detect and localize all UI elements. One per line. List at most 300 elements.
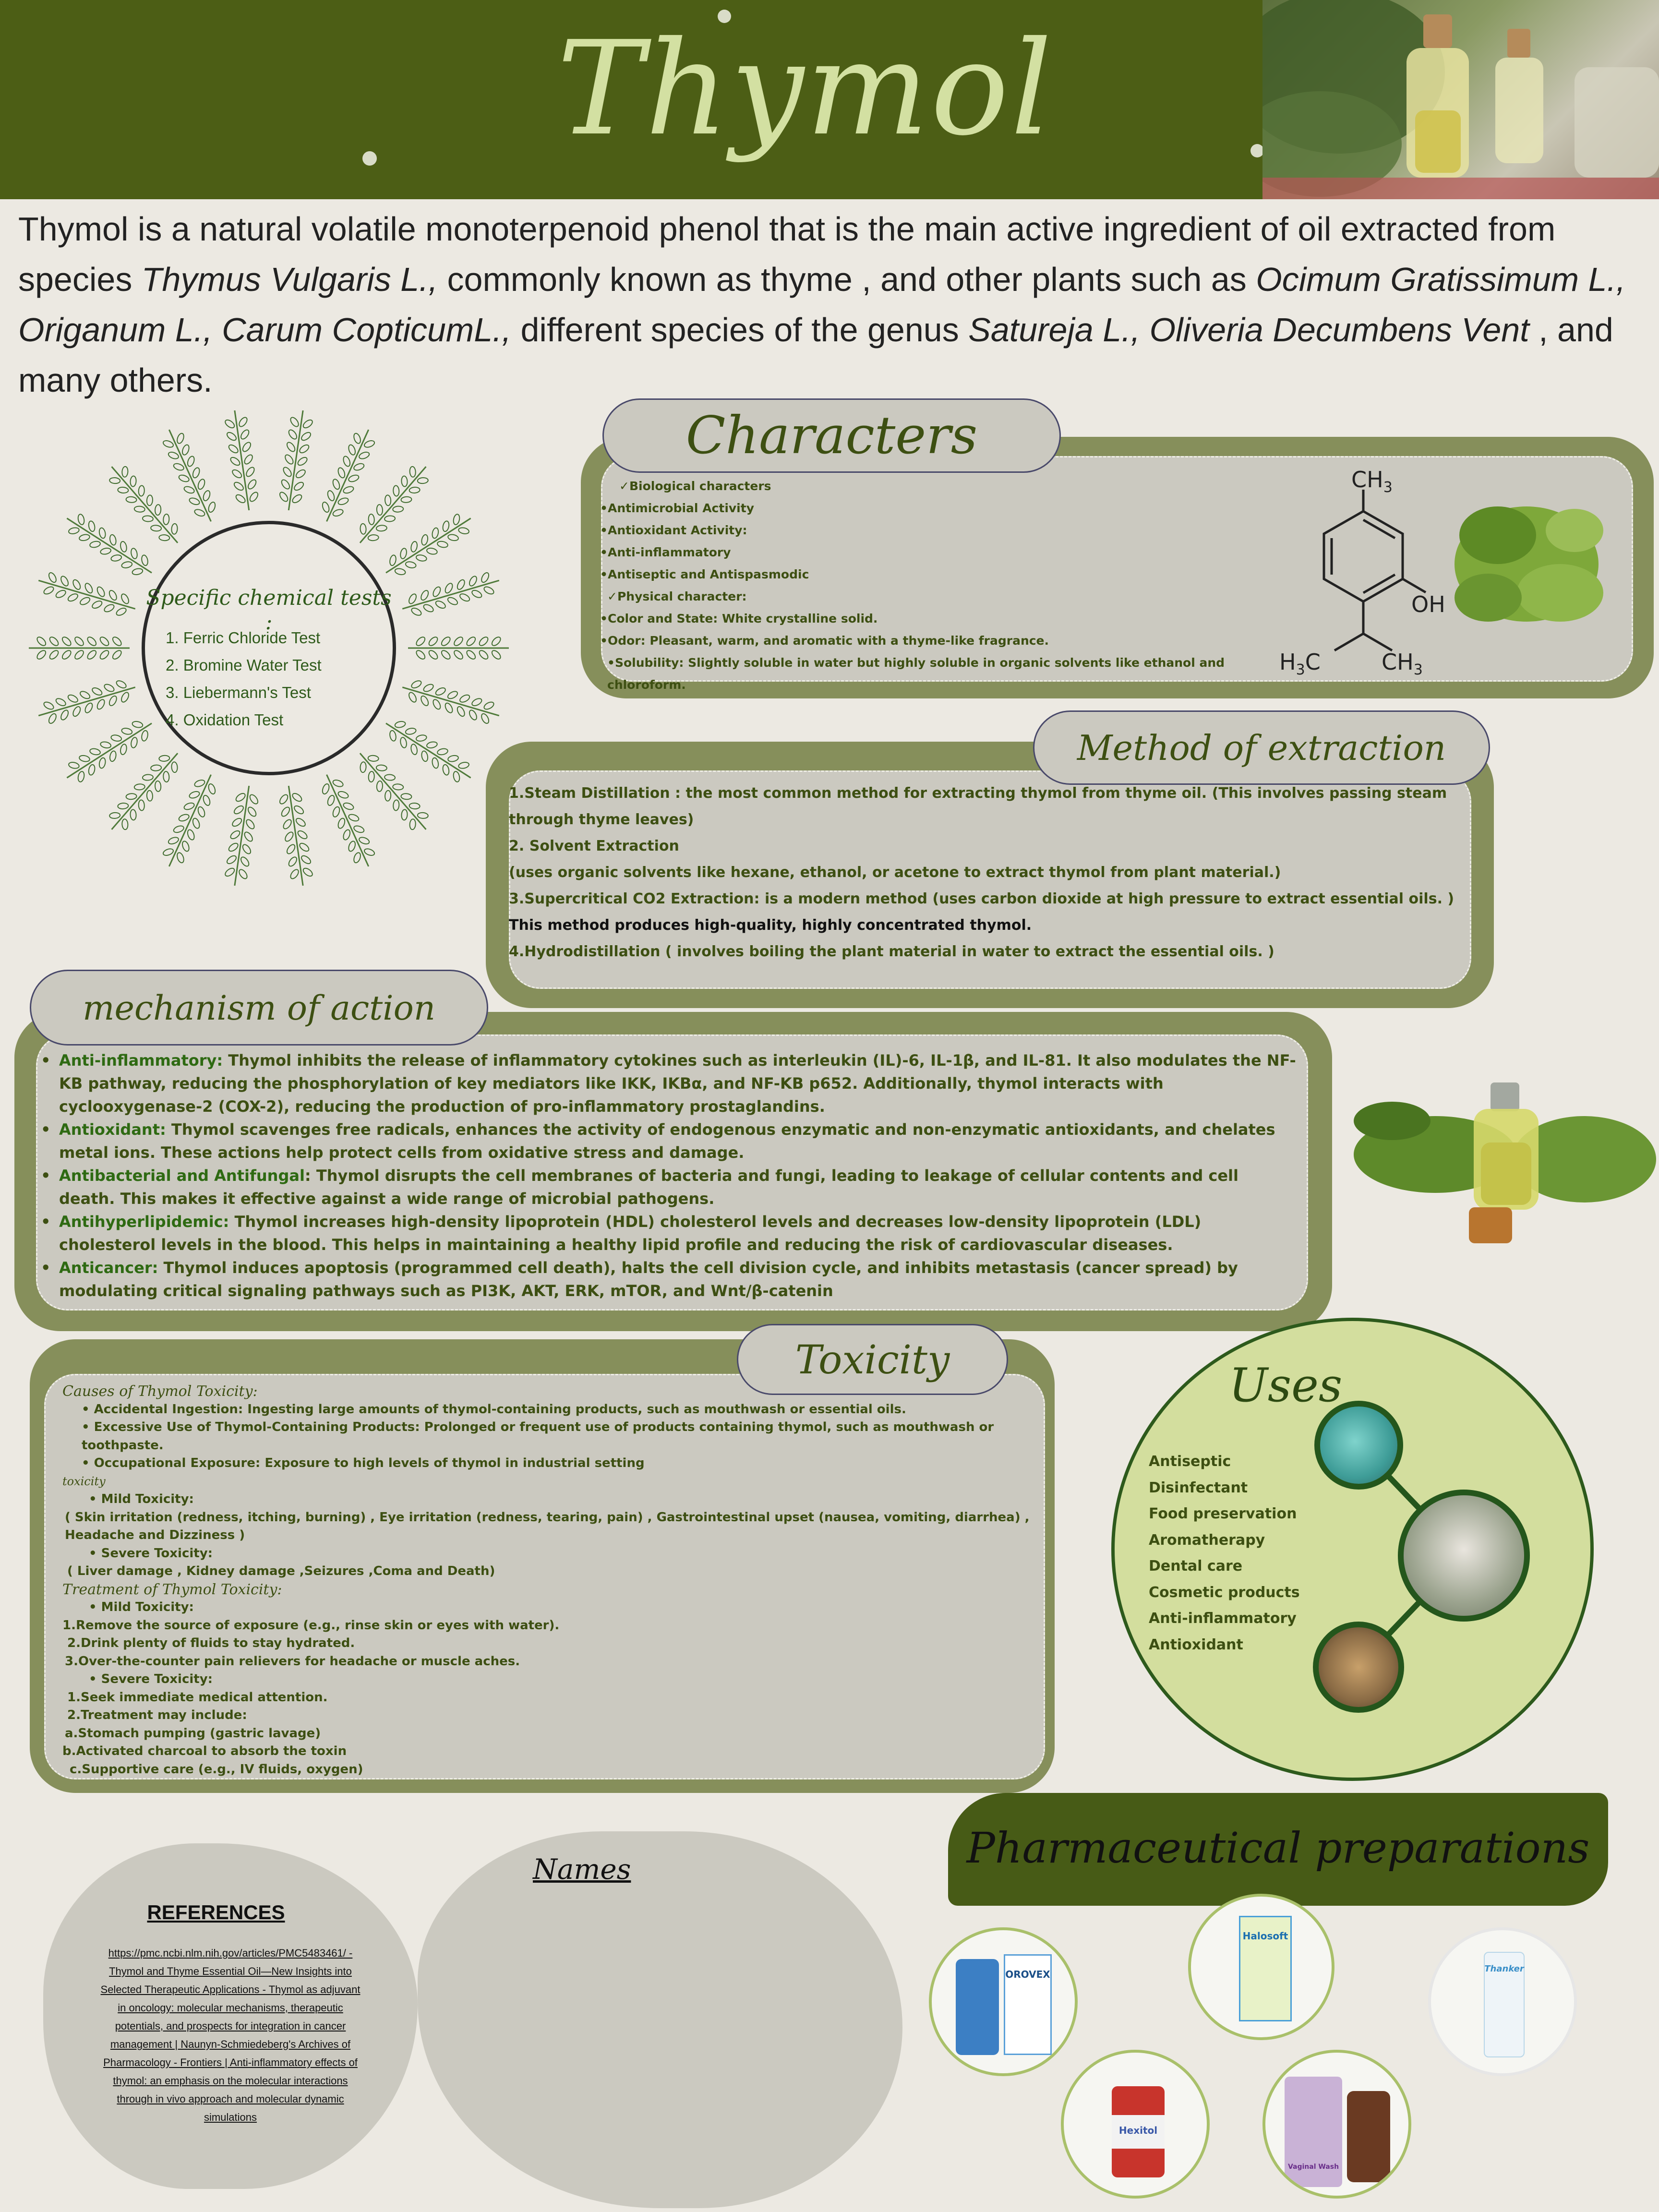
wreath-leaf: [168, 836, 180, 845]
characters-heading: Characters: [602, 398, 1061, 473]
list-item: • Occupational Exposure: Exposure to high levels of thymol in industrial setting: [82, 1456, 645, 1470]
wreath-leaf: [98, 757, 106, 769]
wreath-leaf: [332, 508, 344, 517]
wreath-leaf: [302, 419, 314, 430]
wreath-stem: [402, 687, 499, 716]
wreath-leaf: [385, 516, 396, 522]
wreath-leaf: [120, 541, 127, 553]
wreath-leaf: [289, 416, 300, 428]
wreath-leaf: [437, 541, 448, 548]
wreath-leaf: [342, 456, 351, 468]
wreath-leaf: [363, 439, 375, 448]
wreath-leaf: [162, 848, 174, 857]
wreath-leaf: [197, 478, 206, 490]
wreath-leaf: [399, 737, 407, 748]
wreath-leaf: [421, 534, 429, 546]
wreath-leaf: [192, 467, 201, 479]
wreath-leaf: [79, 690, 91, 700]
wreath-leaf: [440, 649, 452, 661]
wreath-leaf: [286, 441, 297, 453]
wreath-leaf: [96, 698, 106, 710]
toxicity-detail: ( Skin irritation (redness, itching, burning) , Eye irritation (redness, tearing, pain) , Gastrointestinal upset (nausea, vomiting, diarrhea) , Headache and Dizziness ): [65, 1510, 1030, 1542]
wreath-leaf: [192, 817, 201, 830]
wreath-leaf: [67, 694, 79, 704]
wreath-leaf: [332, 478, 341, 490]
wreath-leaf: [235, 493, 247, 505]
wreath-leaf: [159, 534, 170, 541]
extraction-text: [509, 780, 1464, 965]
wreath-leaf: [405, 727, 417, 735]
wreath-leaf: [122, 466, 129, 477]
wreath-leaf: [326, 490, 336, 502]
list-item: 3.Over-the-counter pain relievers for headache or muscle aches.: [65, 1654, 520, 1669]
wreath-stem: [38, 580, 135, 609]
wreath-leaf: [126, 496, 137, 503]
wreath-leaf: [143, 516, 154, 522]
wreath-stem: [67, 723, 152, 778]
wreath-leaf: [109, 812, 120, 819]
chemical-tests-heading: Specific chemical tests :: [146, 586, 392, 635]
list-item: 2.Drink plenty of fluids to stay hydrated.: [67, 1636, 355, 1650]
wreath-leaf: [368, 534, 379, 541]
wreath-leaf: [297, 456, 309, 467]
wreath-leaf: [146, 495, 153, 506]
wreath-leaf: [186, 829, 195, 841]
wreath-leaf: [67, 592, 79, 602]
list-item: 1.Remove the source of exposure (e.g., rinse skin or eyes with water).: [62, 1618, 560, 1633]
wreath-leaf: [420, 589, 430, 601]
wreath-leaf: [447, 534, 459, 541]
wreath-stem: [169, 430, 211, 521]
wreath-leaf: [453, 636, 464, 647]
list-item: Cosmetic products: [1149, 1584, 1300, 1601]
wreath-leaf: [181, 444, 190, 456]
wreath-leaf: [240, 429, 251, 441]
wreath-leaf: [434, 600, 446, 610]
names-heading: Names: [533, 1853, 631, 1886]
extraction-step: 3.Supercritical CO2 Extraction: is a modern method (uses carbon dioxide at high pressure to extract essential oils. ) This method produces high-quality, highly concentrated thymol.: [509, 890, 1455, 934]
list-item: •Solubility: Slightly soluble in water but highly soluble in organic solvents like ethanol and chloroform.: [607, 656, 1225, 692]
wreath-leaf: [483, 585, 495, 595]
uses-heading: Uses: [1229, 1358, 1343, 1412]
wreath-leaf: [416, 554, 427, 562]
wreath-leaf: [132, 721, 143, 728]
wreath-leaf: [468, 709, 478, 721]
wreath-leaf: [73, 636, 85, 647]
wreath-leaf: [293, 805, 305, 816]
wreath-leaf: [343, 802, 355, 811]
list-item: Antiseptic: [1149, 1453, 1231, 1470]
wreath-leaf: [376, 525, 387, 532]
wreath-leaf: [343, 485, 355, 494]
wreath-leaf: [280, 806, 291, 818]
wreath-leaf: [48, 636, 60, 647]
wreath-leaf: [321, 783, 330, 795]
wreath-leaf: [36, 649, 47, 661]
wreath-leaf: [61, 649, 72, 661]
wreath-leaf: [98, 636, 110, 647]
wreath-leaf: [48, 712, 58, 724]
wreath-leaf: [245, 466, 256, 478]
wreath-leaf: [224, 867, 236, 878]
wreath-leaf: [360, 762, 367, 773]
list-item: • Antihyperlipidemic: Thymol increases high-density lipoprotein (HDL) cholesterol levels and decreases low-density lipoprotein (LDL) cholesterol levels in the blood. This helps in maintaining a healthy lipid profile and reducing the risk of cardiovascular diseases.: [41, 1210, 1298, 1256]
wreath-leaf: [337, 790, 349, 799]
wreath-leaf: [79, 534, 90, 541]
wreath-leaf: [434, 686, 446, 697]
wreath-leaf: [353, 462, 365, 471]
wreath-leaf: [399, 548, 407, 559]
wreath-leaf: [278, 491, 289, 503]
wreath-leaf: [120, 691, 130, 703]
wreath-leaf: [293, 481, 305, 492]
wreath-leaf: [337, 497, 349, 506]
list-item: • Mild Toxicity:: [89, 1600, 194, 1614]
wreath-leaf: [130, 809, 137, 820]
wreath-leaf: [120, 744, 127, 755]
wreath-leaf: [163, 771, 170, 782]
wreath-leaf: [284, 454, 295, 466]
wreath-leaf: [109, 750, 117, 762]
extraction-step: 1.Steam Distillation : the most common method for extracting thymol from thyme oil. (This involves passing steam through thyme leaves): [509, 785, 1447, 828]
wreath-leaf: [421, 750, 429, 762]
wreath-leaf: [478, 636, 489, 647]
wreath-leaf: [385, 790, 391, 801]
references-links[interactable]: https://pmc.ncbi.nlm.nih.gov/articles/PMC5483461/ - Thymol and Thyme Essential Oil—New Insights into Selected Therapeutic Applications - Thymol as adjuvant in oncology: molecular mechanisms, therapeutic potentials, and prospects for integration in cancer management | Naunyn-Schmiedeberg's Archives of Pharmacology - Frontiers | Anti-inflammatory effects of thymol: an emphasis on the molecular interactions through in vivo approach and molecular dynamic simulations: [100, 1947, 361, 2123]
wreath-leaf: [231, 469, 243, 480]
wreath-leaf: [202, 794, 211, 806]
wreath-leaf: [238, 868, 249, 880]
wreath-leaf: [432, 586, 442, 598]
wreath-leaf: [88, 764, 96, 776]
wreath-leaf: [79, 755, 90, 762]
wreath-leaf: [291, 493, 303, 505]
list-item: Disinfectant: [1149, 1479, 1248, 1496]
wreath-leaf: [60, 575, 70, 587]
wreath-leaf: [171, 762, 178, 773]
wreath-leaf: [332, 806, 341, 818]
mechanism-heading: mechanism of action: [30, 970, 488, 1046]
wreath-leaf: [243, 831, 254, 843]
wreath-leaf: [98, 527, 106, 539]
list-item: • Antioxidant: Thymol scavenges free radicals, enhances the activity of endogenous enzymatic and non-enzymatic antioxidants, and chelates metal ions. These actions help protect cells from oxidative stress and damage.: [41, 1118, 1298, 1164]
wreath-leaf: [86, 649, 97, 661]
wreath-leaf: [120, 593, 130, 605]
wreath-stem: [67, 518, 152, 573]
list-item: 1.Seek immediate medical attention.: [67, 1690, 328, 1705]
svg-text:H3C: $H_3C$: [1279, 649, 1321, 678]
list-item: a.Stomach pumping (gastric lavage): [65, 1726, 321, 1741]
wreath-leaf: [459, 694, 471, 704]
wreath-leaf: [416, 734, 427, 742]
list-item: Dental care: [1149, 1558, 1243, 1575]
list-item: •Color and State: White crystalline solid.: [600, 612, 878, 625]
wreath-leaf: [103, 683, 115, 693]
wreath-leaf: [417, 477, 428, 484]
wreath-leaf: [444, 702, 454, 714]
wreath-leaf: [141, 730, 148, 742]
wreath-leaf: [417, 812, 428, 819]
extraction-step: 2. Solvent Extraction: [509, 838, 679, 854]
list-item: • Accidental Ingestion: Ingesting large amounts of thymol-containing products, such as mouthwash or essential oils.: [82, 1402, 906, 1417]
wreath-leaf: [427, 636, 439, 647]
wreath-leaf: [115, 679, 127, 689]
wreath-leaf: [393, 784, 404, 791]
wreath-leaf: [130, 476, 137, 487]
wreath-leaf: [233, 481, 245, 492]
wreath-leaf: [88, 520, 96, 532]
wreath-leaf: [410, 744, 418, 755]
list-item: ✓Physical character:: [607, 589, 747, 603]
references-heading: REFERENCES: [147, 1901, 285, 1923]
list-item: • Mild Toxicity:: [89, 1492, 194, 1506]
wreath-leaf: [181, 840, 190, 852]
wreath-leaf: [126, 793, 137, 800]
wreath-leaf: [456, 578, 466, 590]
wreath-leaf: [282, 466, 293, 478]
wreath-leaf: [103, 603, 115, 613]
list-item: 3. Liebermann's Test: [166, 684, 311, 701]
wreath-leaf: [89, 748, 101, 756]
treatment-heading: Treatment of Thymol Toxicity:: [62, 1581, 282, 1598]
wreath-stem: [112, 467, 178, 543]
wreath-leaf: [197, 806, 206, 818]
wreath-leaf: [207, 783, 216, 795]
wreath-leaf: [141, 554, 148, 566]
wreath-stem: [112, 753, 178, 830]
wreath-leaf: [348, 840, 357, 852]
wreath-leaf: [151, 525, 162, 532]
wreath-stem: [386, 518, 471, 573]
wreath-leaf: [453, 514, 460, 525]
wreath-leaf: [432, 757, 439, 769]
wreath-leaf: [72, 578, 82, 590]
pharma-heading: Pharmaceutical preparations: [966, 1823, 1590, 1873]
wreath-leaf: [110, 554, 122, 562]
wreath-leaf: [241, 441, 252, 453]
wreath-leaf: [91, 686, 103, 697]
list-item: • Excessive Use of Thymol-Containing Products: Prolonged or frequent use of products containing thymol, such as mouthwash or toothpaste.: [82, 1420, 994, 1453]
wreath-leaf: [138, 485, 145, 496]
wreath-leaf: [409, 819, 416, 830]
product-orovex: OROVEX: [929, 1927, 1078, 2076]
wreath-leaf: [368, 771, 375, 782]
wreath-leaf: [420, 695, 430, 707]
wreath-leaf: [286, 843, 297, 855]
wreath-leaf: [143, 774, 154, 781]
wreath-leaf: [121, 727, 132, 735]
wreath-leaf: [115, 607, 127, 617]
wreath-leaf: [415, 649, 426, 661]
wreath-leaf: [146, 790, 153, 801]
wreath-leaf: [353, 852, 362, 864]
wreath-leaf: [178, 474, 190, 483]
wreath-leaf: [176, 852, 185, 864]
list-item: • Anti-inflammatory: Thymol inhibits the release of inflammatory cytokines such as interleukin (IL)-6, IL-1β, and IL-81. It also modulates the NF-KB pathway, reducing the phosphorylation of key mediators like IKK, IKBα, and NF-KB p652. Additionally, thymol interacts with cyclooxygenase-2 (COX-2), reducing the production of pro-inflammatory prostaglandins.: [41, 1049, 1298, 1118]
wreath-leaf: [241, 843, 252, 855]
wreath-leaf: [480, 572, 490, 584]
wreath-leaf: [453, 649, 464, 661]
wreath-leaf: [491, 649, 502, 661]
wreath-stem: [360, 753, 426, 830]
wreath-leaf: [183, 802, 195, 811]
wreath-leaf: [459, 592, 471, 602]
wreath-leaf: [111, 636, 123, 647]
wreath-leaf: [98, 649, 110, 661]
wreath-leaf: [321, 501, 330, 513]
wreath-leaf: [173, 825, 185, 834]
intro-paragraph: Thymol is a natural volatile monoterpenoid phenol that is the main active ingredient of oil extracted from species Thymus Vulgaris L., commonly known as thyme , and other plants such as Ocimum Gratissimum L., Origanum L., Carum CopticumL., different species of the genus Satureja L., Oliveria Decumbens Vent , and many others.: [18, 210, 1626, 399]
wreath-leaf: [186, 456, 195, 468]
wreath-leaf: [408, 593, 418, 605]
wreath-leaf: [178, 813, 190, 822]
wreath-leaf: [68, 761, 80, 769]
wreath-leaf: [48, 572, 58, 584]
wreath-leaf: [132, 568, 143, 576]
wreath-leaf: [368, 755, 379, 762]
list-item: •Anti-inflammatory: [600, 545, 731, 559]
wreath-leaf: [408, 691, 418, 703]
toxicity-text: [62, 1382, 1032, 1779]
wreath-leaf: [109, 477, 120, 484]
wreath-leaf: [393, 800, 400, 811]
list-item: 2. Bromine Water Test: [166, 656, 322, 674]
list-item: Aromatherapy: [1149, 1531, 1265, 1549]
wreath-stem: [386, 723, 471, 778]
wreath-leaf: [108, 695, 118, 707]
chemical-tests-list: [166, 624, 391, 733]
wreath-leaf: [409, 803, 420, 809]
wreath-leaf: [110, 734, 122, 742]
wreath-leaf: [427, 649, 439, 661]
wreath-leaf: [395, 568, 406, 576]
wreath-leaf: [376, 505, 383, 516]
wreath-leaf: [48, 649, 60, 661]
wreath-leaf: [248, 491, 259, 503]
wreath-leaf: [432, 527, 439, 539]
wreath-leaf: [385, 774, 396, 781]
wreath-leaf: [291, 792, 303, 803]
wreath-leaf: [55, 697, 67, 707]
list-item: •Antimicrobial Activity: [600, 501, 754, 515]
wreath-leaf: [240, 856, 251, 868]
wreath-leaf: [229, 830, 241, 841]
wreath-leaf: [401, 476, 408, 487]
wreath-leaf: [96, 586, 106, 598]
wreath-leaf: [447, 755, 459, 762]
characters-list: [600, 475, 1272, 696]
wreath-leaf: [353, 825, 365, 834]
list-item: •Antiseptic and Antispasmodic: [600, 567, 809, 581]
product-hexitol: Hexitol: [1061, 2050, 1210, 2199]
wreath-leaf: [453, 771, 460, 782]
wreath-leaf: [483, 701, 495, 711]
wreath-leaf: [491, 636, 502, 647]
wreath-leaf: [84, 582, 94, 594]
list-item: • Severe Toxicity:: [89, 1672, 213, 1686]
names-blob: [418, 1831, 902, 2208]
wreath-leaf: [89, 541, 101, 548]
wreath-leaf: [401, 496, 412, 503]
wreath-leaf: [138, 800, 145, 811]
wreath-leaf: [72, 706, 82, 718]
wreath-leaf: [111, 649, 123, 661]
wreath-leaf: [155, 781, 161, 792]
wreath-leaf: [155, 505, 161, 516]
wreath-leaf: [410, 541, 418, 553]
wreath-leaf: [368, 514, 375, 525]
wreath-leaf: [348, 813, 360, 822]
wreath-leaf: [36, 636, 47, 647]
wreath-leaf: [444, 582, 454, 594]
wreath-leaf: [471, 589, 483, 599]
wreath-leaf: [298, 444, 310, 455]
wreath-leaf: [410, 607, 422, 617]
wreath-leaf: [409, 466, 416, 477]
wreath-leaf: [471, 697, 483, 707]
wreath-leaf: [480, 712, 490, 724]
wreath-leaf: [458, 761, 469, 769]
wreath-leaf: [393, 485, 400, 496]
wreath-leaf: [226, 854, 238, 866]
wreath-leaf: [437, 748, 448, 756]
wreath-leaf: [228, 444, 240, 455]
wreath-leaf: [393, 506, 404, 513]
wreath-leaf: [77, 514, 85, 525]
wreath-leaf: [121, 561, 132, 568]
wreath-leaf: [134, 506, 145, 513]
wreath-leaf: [193, 508, 205, 517]
wreath-leaf: [68, 527, 80, 534]
thyme-oil-bottle-image: [1344, 1063, 1659, 1265]
wreath-leaf: [300, 431, 312, 442]
wreath-leaf: [159, 755, 170, 762]
wreath-leaf: [426, 547, 438, 555]
list-item: c.Supportive care (e.g., IV fluids, oxygen): [70, 1762, 363, 1777]
mechanism-list: [41, 1049, 1298, 1302]
wreath-leaf: [43, 701, 55, 711]
wreath-leaf: [118, 803, 129, 809]
wreath-leaf: [422, 683, 434, 693]
wreath-leaf: [426, 741, 438, 749]
wreath-stem: [169, 775, 211, 866]
wreath-leaf: [61, 636, 72, 647]
product-halosoft: Halosoft: [1188, 1894, 1334, 2040]
wreath-leaf: [108, 589, 118, 601]
wreath-leaf: [176, 433, 185, 445]
wreath-leaf: [162, 439, 174, 448]
wreath-leaf: [247, 479, 258, 491]
wreath-leaf: [151, 765, 162, 771]
wreath-leaf: [409, 487, 420, 493]
svg-text:OH: OH: [1411, 591, 1445, 617]
list-item: Antioxidant: [1149, 1636, 1243, 1653]
wreath-leaf: [243, 454, 254, 466]
wreath-leaf: [432, 698, 442, 710]
list-item: 2.Treatment may include:: [67, 1708, 247, 1722]
wreath-leaf: [326, 794, 336, 806]
wreath-leaf: [233, 805, 245, 816]
wreath-leaf: [235, 792, 247, 803]
list-item: 1. Ferric Chloride Test: [166, 629, 321, 647]
wreath-leaf: [55, 589, 67, 599]
thyme-sprig-image: [1431, 473, 1623, 650]
list-item: Anti-inflammatory: [1149, 1610, 1297, 1627]
uses-photo-2: [1398, 1490, 1530, 1622]
wreath-leaf: [465, 636, 477, 647]
wreath-leaf: [231, 817, 243, 828]
wreath-leaf: [282, 818, 293, 830]
